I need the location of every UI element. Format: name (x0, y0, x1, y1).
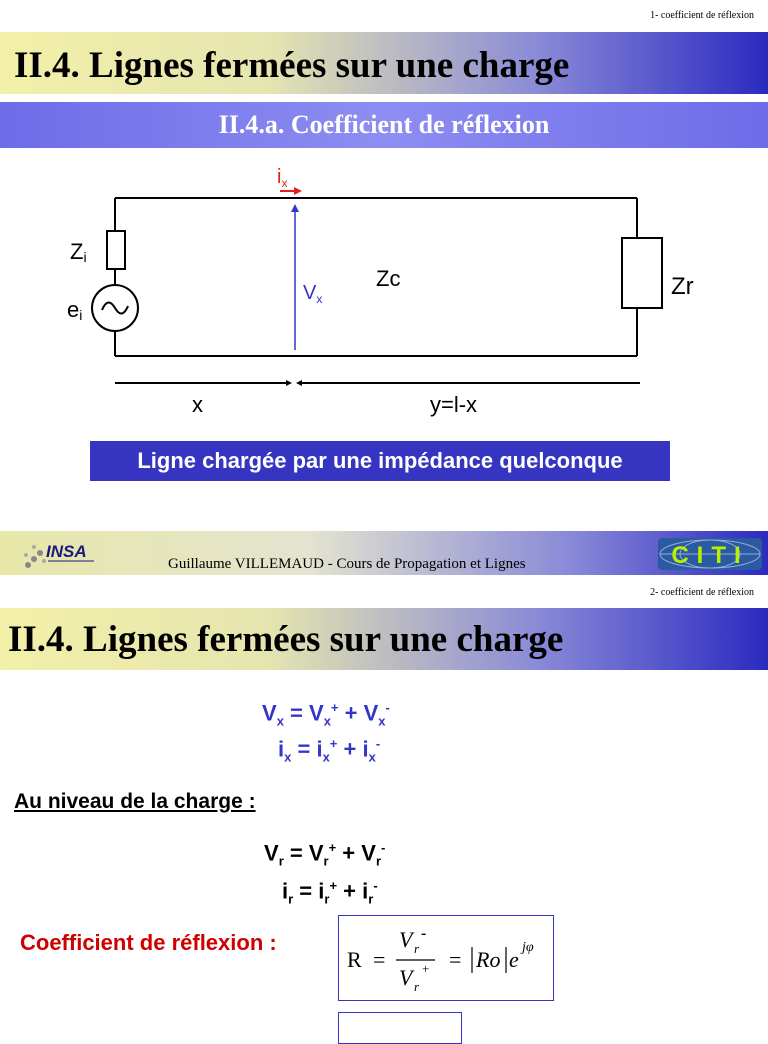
voltage-label: $V_x$ (303, 282, 323, 306)
y-arrow-head (296, 380, 302, 386)
svg-text:r: r (414, 979, 420, 994)
x-arrow-head (286, 380, 292, 386)
svg-text:-: - (421, 925, 427, 942)
svg-text:R: R (347, 947, 362, 972)
current-label: $i_x$ (277, 166, 288, 190)
circuit-diagram (0, 150, 768, 430)
zr-label: Zr (671, 273, 694, 300)
slide-subtitle: II.4.a. Coefficient de réflexion (218, 110, 550, 139)
y-label: y=l-x (430, 392, 478, 417)
citi-logo (658, 536, 762, 572)
eq-ir: $i_r = i_r^+ + i_r^-$ (282, 878, 378, 907)
eq-ix: $i_x = i_x^+ + i_x^-$ (278, 736, 381, 765)
reflexion-formula-box (338, 915, 554, 1001)
zi-label: Zi (70, 239, 87, 265)
zr-resistor (622, 238, 662, 308)
svg-text:e: e (509, 947, 519, 972)
ei-label: ei (67, 297, 83, 323)
section-label: Au niveau de la charge : (14, 790, 256, 813)
svg-text:INSA: INSA (46, 542, 87, 561)
svg-text:Ro: Ro (476, 947, 501, 972)
svg-text:jφ: jφ (522, 940, 534, 955)
svg-text:+: + (422, 961, 430, 976)
eq-vr: $V_r = V_r^+ + V_r^-$ (264, 840, 386, 869)
page-label-2: 2- coefficient de réflexion (650, 587, 754, 598)
footer-text: Guillaume VILLEMAUD - Cours de Propagation et Lignes (168, 556, 526, 572)
eq-vx: $V_x = V_x^+ + V_x^-$ (262, 700, 390, 729)
insa-logo (18, 535, 98, 573)
svg-text:r: r (414, 941, 420, 956)
svg-text:V: V (399, 965, 413, 990)
svg-text:=: = (373, 947, 386, 972)
svg-text:V: V (399, 927, 413, 952)
svg-text:=: = (449, 947, 462, 972)
slide-title: II.4. Lignes fermées sur une charge (14, 45, 570, 86)
second-formula-box (338, 1012, 462, 1044)
reflexion-formula (339, 916, 553, 1000)
page-label: 1- coefficient de réflexion (650, 10, 754, 21)
current-arrow-head (294, 187, 302, 195)
voltage-arrow-head (291, 204, 299, 212)
caption-box: Ligne chargée par une impédance quelconque (90, 441, 670, 481)
reflexion-label: Coefficient de réflexion : (20, 930, 277, 955)
x-label: x (192, 392, 203, 417)
svg-text:CITI: CITI (671, 542, 749, 569)
zc-label: Zc (376, 266, 401, 291)
slide-title-2: II.4. Lignes fermées sur une charge (8, 619, 564, 660)
zi-resistor (107, 231, 125, 269)
